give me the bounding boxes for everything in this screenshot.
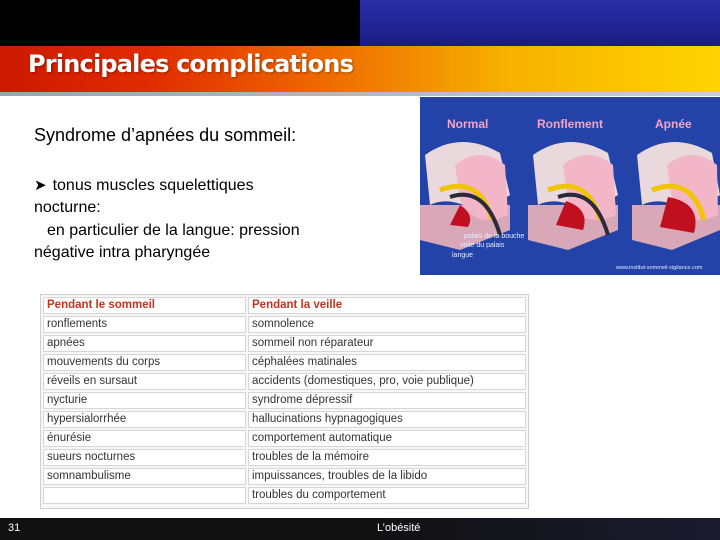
table-row bbox=[43, 373, 526, 390]
caption-tongue: langue bbox=[452, 252, 474, 259]
bullet-line bbox=[34, 176, 254, 196]
table-row bbox=[43, 392, 526, 409]
table-row bbox=[43, 335, 526, 352]
detail-line-1: en particulier de la langue: pression bbox=[47, 222, 300, 239]
caption-source: www.institut-sommeil-vigilance.com bbox=[616, 265, 703, 271]
airway-apnee bbox=[632, 142, 720, 250]
complications-table bbox=[40, 294, 529, 509]
table bbox=[41, 295, 528, 506]
arrow-bullet-icon: ➤ bbox=[34, 177, 47, 194]
bullet-text: tonus muscles squelettiques bbox=[52, 177, 254, 194]
top-black-band bbox=[0, 0, 360, 46]
table-cell: céphalées matinales bbox=[248, 354, 526, 371]
table-cell: ronflements bbox=[43, 316, 246, 333]
table-cell: apnées bbox=[43, 335, 246, 352]
table-row bbox=[43, 449, 526, 466]
table-cell: somnolence bbox=[248, 316, 526, 333]
table-header-row bbox=[43, 297, 526, 314]
table-cell: mouvements du corps bbox=[43, 354, 246, 371]
detail-line-2: négative intra pharyngée bbox=[34, 244, 211, 261]
table-cell: sueurs nocturnes bbox=[43, 449, 246, 466]
bullet-continuation: nocturne: bbox=[34, 199, 101, 216]
title-bar bbox=[0, 46, 720, 92]
label-ronflement: Ronflement bbox=[537, 117, 603, 131]
airway-ronflement bbox=[528, 142, 618, 250]
label-normal: Normal bbox=[447, 117, 489, 131]
table-row bbox=[43, 468, 526, 485]
table-cell: sommeil non réparateur bbox=[248, 335, 526, 352]
table-cell: comportement automatique bbox=[248, 430, 526, 447]
table-cell: hallucinations hypnagogiques bbox=[248, 411, 526, 428]
table-header-sleep: Pendant le sommeil bbox=[43, 297, 246, 314]
table-row bbox=[43, 354, 526, 371]
table-cell: énurésie bbox=[43, 430, 246, 447]
airway-illustration bbox=[420, 97, 720, 275]
table-cell: syndrome dépressif bbox=[248, 392, 526, 409]
caption-veil: voile du palais bbox=[460, 242, 505, 249]
table-cell: nycturie bbox=[43, 392, 246, 409]
table-row bbox=[43, 411, 526, 428]
table-cell: somnambulisme bbox=[43, 468, 246, 485]
table-cell: accidents (domestiques, pro, voie publique) bbox=[248, 373, 526, 390]
top-blue-band bbox=[360, 0, 720, 46]
table-cell: réveils en sursaut bbox=[43, 373, 246, 390]
table-cell: troubles du comportement bbox=[248, 487, 526, 504]
table-cell: impuissances, troubles de la libido bbox=[248, 468, 526, 485]
footer-bar bbox=[0, 518, 720, 540]
table-row bbox=[43, 430, 526, 447]
slide-title: Principales complications bbox=[28, 50, 354, 78]
footer-title: L’obésité bbox=[377, 522, 421, 534]
table-cell bbox=[43, 487, 246, 504]
table-cell: troubles de la mémoire bbox=[248, 449, 526, 466]
subtitle: Syndrome d’apnées du sommeil: bbox=[34, 125, 297, 145]
table-cell: hypersialorrhée bbox=[43, 411, 246, 428]
table-row bbox=[43, 316, 526, 333]
label-apnee: Apnée bbox=[655, 117, 692, 131]
table-row bbox=[43, 487, 526, 504]
detail-text bbox=[34, 220, 300, 264]
caption-palate: palais de la bouche bbox=[464, 233, 525, 240]
page-number: 31 bbox=[8, 522, 21, 534]
table-header-awake: Pendant la veille bbox=[248, 297, 526, 314]
